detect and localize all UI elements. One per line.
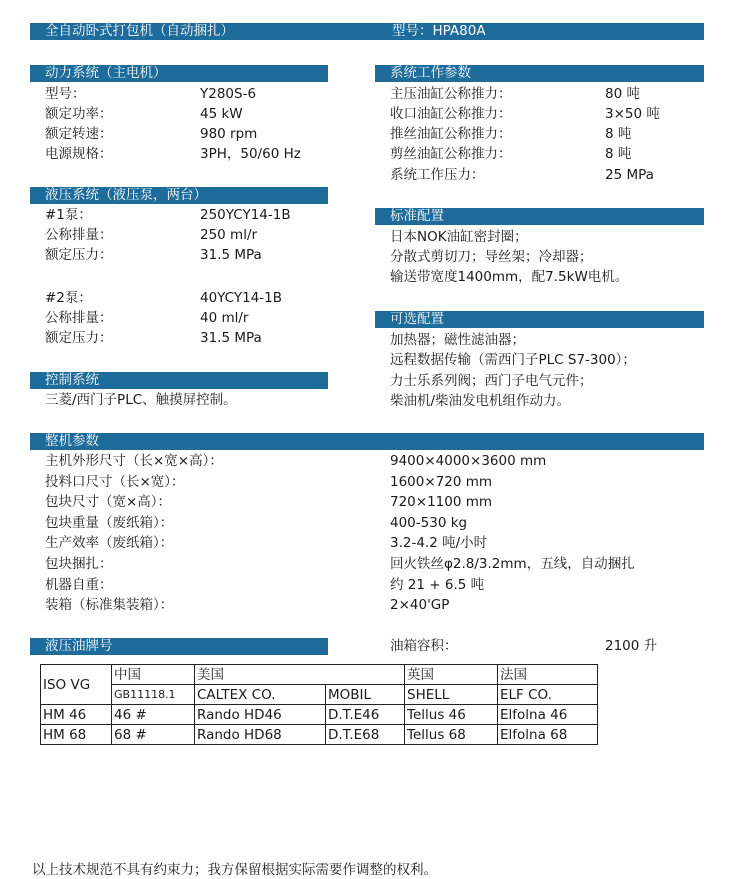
spec-value: 1600×720 mm xyxy=(390,474,493,490)
spec-value: 720×1100 mm xyxy=(390,494,493,510)
spec-label: 包块尺寸（宽×高）： xyxy=(45,494,172,510)
table-cell: SHELL xyxy=(405,685,498,705)
spec-label: 装箱（标准集装箱）： xyxy=(45,597,174,613)
spec-label: 主机外形尺寸（长×宽×高）： xyxy=(45,453,223,469)
header-iso: ISO VG xyxy=(41,665,112,705)
header-uk: 英国 xyxy=(405,665,498,685)
spec-value: 8 吨 xyxy=(605,146,632,162)
spec-value: 40 ml/r xyxy=(200,310,249,326)
table-cell: Rando HD68 xyxy=(195,725,326,745)
table-cell: HM 46 xyxy=(41,705,112,725)
spec-value: 3PH，50/60 Hz xyxy=(200,146,301,162)
header-bar xyxy=(30,23,704,40)
spec-label: 额定功率： xyxy=(45,106,113,122)
spec-label: 包块重量（废纸箱）： xyxy=(45,515,174,531)
section-title-system: 系统工作参数 xyxy=(375,65,704,82)
table-cell: D.T.E68 xyxy=(326,725,405,745)
section-title-oil: 液压油牌号 xyxy=(30,638,328,655)
spec-label: 包块捆扎： xyxy=(45,556,113,572)
table-cell: Tellus 68 xyxy=(405,725,498,745)
table-cell: CALTEX CO. xyxy=(195,685,326,705)
spec-label: 生产效率（废纸箱）： xyxy=(45,535,174,551)
optional-line: 柴油机/柴油发电机组作动力。 xyxy=(390,393,571,409)
section-title-control: 控制系统 xyxy=(30,372,328,389)
spec-label: 收口油缸公称推力： xyxy=(390,106,512,122)
table-cell: Rando HD46 xyxy=(195,705,326,725)
spec-label: 剪丝油缸公称推力： xyxy=(390,146,512,162)
table-cell: 46 # xyxy=(112,705,195,725)
control-text: 三菱/西门子PLC、触摸屏控制。 xyxy=(45,392,237,408)
spec-value: 9400×4000×3600 mm xyxy=(390,453,547,469)
spec-label: #2泵： xyxy=(45,290,92,306)
table-cell: D.T.E46 xyxy=(326,705,405,725)
table-cell: Elfolna 46 xyxy=(498,705,598,725)
spec-value: 8 吨 xyxy=(605,126,632,142)
table-row xyxy=(41,725,598,745)
spec-label: #1泵： xyxy=(45,207,92,223)
spec-label: 型号： xyxy=(45,86,86,102)
table-cell: Tellus 46 xyxy=(405,705,498,725)
spec-value: 250 ml/r xyxy=(200,227,258,243)
standard-line: 分散式剪切刀；导丝架；冷却器； xyxy=(390,249,593,265)
spec-label: 额定压力： xyxy=(45,330,113,346)
spec-value: 31.5 MPa xyxy=(200,330,262,346)
standard-line: 输送带宽度1400mm，配7.5kW电机。 xyxy=(390,269,629,285)
optional-line: 加热器；磁性滤油器； xyxy=(390,332,525,348)
spec-value: 80 吨 xyxy=(605,86,640,102)
spec-value: 约 21 + 6.5 吨 xyxy=(390,577,485,593)
header-france: 法国 xyxy=(498,665,598,685)
table-cell: ELF CO. xyxy=(498,685,598,705)
spec-label: 主压油缸公称推力： xyxy=(390,86,512,102)
spec-label: 公称排量： xyxy=(45,227,113,243)
section-title-power: 动力系统（主电机） xyxy=(30,65,328,82)
spec-value: 回火铁丝φ2.8/3.2mm，五线，自动捆扎 xyxy=(390,556,635,572)
standard-line: 日本NOK油缸密封圈； xyxy=(390,229,528,245)
spec-value: 2×40'GP xyxy=(390,597,450,613)
table-cell: Elfolna 68 xyxy=(498,725,598,745)
disclaimer-note: 以上技术规范不具有约束力；我方保留根据实际需要作调整的权利。 xyxy=(32,862,437,878)
spec-value: 45 kW xyxy=(200,106,243,122)
table-row xyxy=(41,665,598,685)
tank-capacity-label: 油箱容积： xyxy=(390,638,458,654)
table-cell: GB11118.1 xyxy=(112,685,195,705)
page-title: 全自动卧式打包机（自动捆扎） xyxy=(45,23,234,39)
optional-line: 远程数据传输（需西门子PLC S7-300）； xyxy=(390,352,636,368)
spec-value: 3.2-4.2 吨/小时 xyxy=(390,535,488,551)
spec-label: 推丝油缸公称推力： xyxy=(390,126,512,142)
spec-value: 3×50 吨 xyxy=(605,106,660,122)
spec-value: 31.5 MPa xyxy=(200,247,262,263)
spec-label: 额定压力： xyxy=(45,247,113,263)
spec-value: 400-530 kg xyxy=(390,515,468,531)
section-title-hydraulic: 液压系统（液压泵，两台） xyxy=(30,187,328,204)
table-cell: HM 68 xyxy=(41,725,112,745)
tank-capacity-value: 2100 升 xyxy=(605,638,658,654)
spec-value: Y280S-6 xyxy=(200,86,257,102)
section-title-standard: 标准配置 xyxy=(375,208,704,225)
spec-value: 250YCY14-1B xyxy=(200,207,291,223)
spec-value: 25 MPa xyxy=(605,167,654,183)
spec-label: 额定转速： xyxy=(45,126,113,142)
spec-label: 公称排量： xyxy=(45,310,113,326)
section-title-machine: 整机参数 xyxy=(30,433,704,450)
table-row xyxy=(41,685,598,705)
oil-grade-table xyxy=(40,664,598,745)
optional-line: 力士乐系列阀；西门子电气元件； xyxy=(390,373,593,389)
table-row xyxy=(41,705,598,725)
spec-label: 系统工作压力： xyxy=(390,167,485,183)
spec-label: 投料口尺寸（长×宽）： xyxy=(45,474,185,490)
spec-value: 40YCY14-1B xyxy=(200,290,283,306)
model-label: 型号：HPA80A xyxy=(392,23,486,39)
spec-value: 980 rpm xyxy=(200,126,258,142)
header-usa: 美国 xyxy=(195,665,405,685)
spec-label: 机器自重： xyxy=(45,577,113,593)
table-cell: MOBIL xyxy=(326,685,405,705)
header-china: 中国 xyxy=(112,665,195,685)
table-cell: 68 # xyxy=(112,725,195,745)
section-title-optional: 可选配置 xyxy=(375,311,704,328)
spec-label: 电源规格： xyxy=(45,146,113,162)
